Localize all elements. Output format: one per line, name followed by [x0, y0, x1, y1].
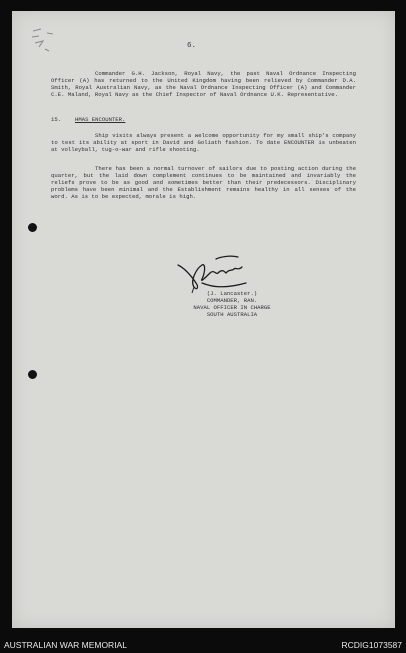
- archive-footer: [0, 636, 406, 653]
- document-page: [12, 11, 395, 628]
- signatory-region: SOUTH AUSTRALIA: [206, 311, 258, 318]
- paragraph-personnel: There has been a normal turnover of sailors due to posting action during the quarter, but the laid down complement continues to be maintained and invariably the reliefs prove to be as good and sometimes better than their predecessors. Disciplinary problems have been minimal and the Establishment remains healthy in all senses of the word. As is to be expected, morale is high.: [51, 165, 356, 201]
- footer-institution: AUSTRALIAN WAR MEMORIAL: [4, 640, 127, 650]
- footer-catalogue-id: RCDIG1073587: [341, 640, 402, 650]
- paragraph-ship-visits: Ship visits always present a welcome opportunity for my small ship's company to test its ability at sport in David and Goliath fashion. To date ENCOUNTER is unbeaten at volleyball, tug-o-war and rifle shooting.: [51, 132, 356, 154]
- paragraph-ordnance-officers: Commander G.H. Jackson, Royal Navy, the past Naval Ordnance Inspecting Officer (A) has returned to the United Kingdom having been relieved by Commander D.A. Smith, Royal Australian Navy, as the Naval Ordnance Inspecting Officer (A) and Commander C.E. Maland, Royal Navy as the Chief Inspector of Naval Ordnance U.K. Representative.: [51, 70, 356, 99]
- signatory-title: NAVAL OFFICER IN CHARGE: [193, 304, 271, 311]
- signatory-name: (J. Lancaster.): [206, 290, 258, 297]
- punch-hole-lower: [28, 370, 37, 379]
- punch-hole-upper: [28, 223, 37, 232]
- corner-stamp-mark: [27, 23, 61, 57]
- section-heading: [51, 116, 125, 123]
- section-number: 15.: [51, 116, 62, 123]
- page-number: 6.: [187, 42, 197, 50]
- section-title: HMAS ENCOUNTER.: [75, 116, 126, 123]
- signature-block: [182, 290, 282, 318]
- signatory-rank: COMMANDER, RAN.: [206, 297, 258, 304]
